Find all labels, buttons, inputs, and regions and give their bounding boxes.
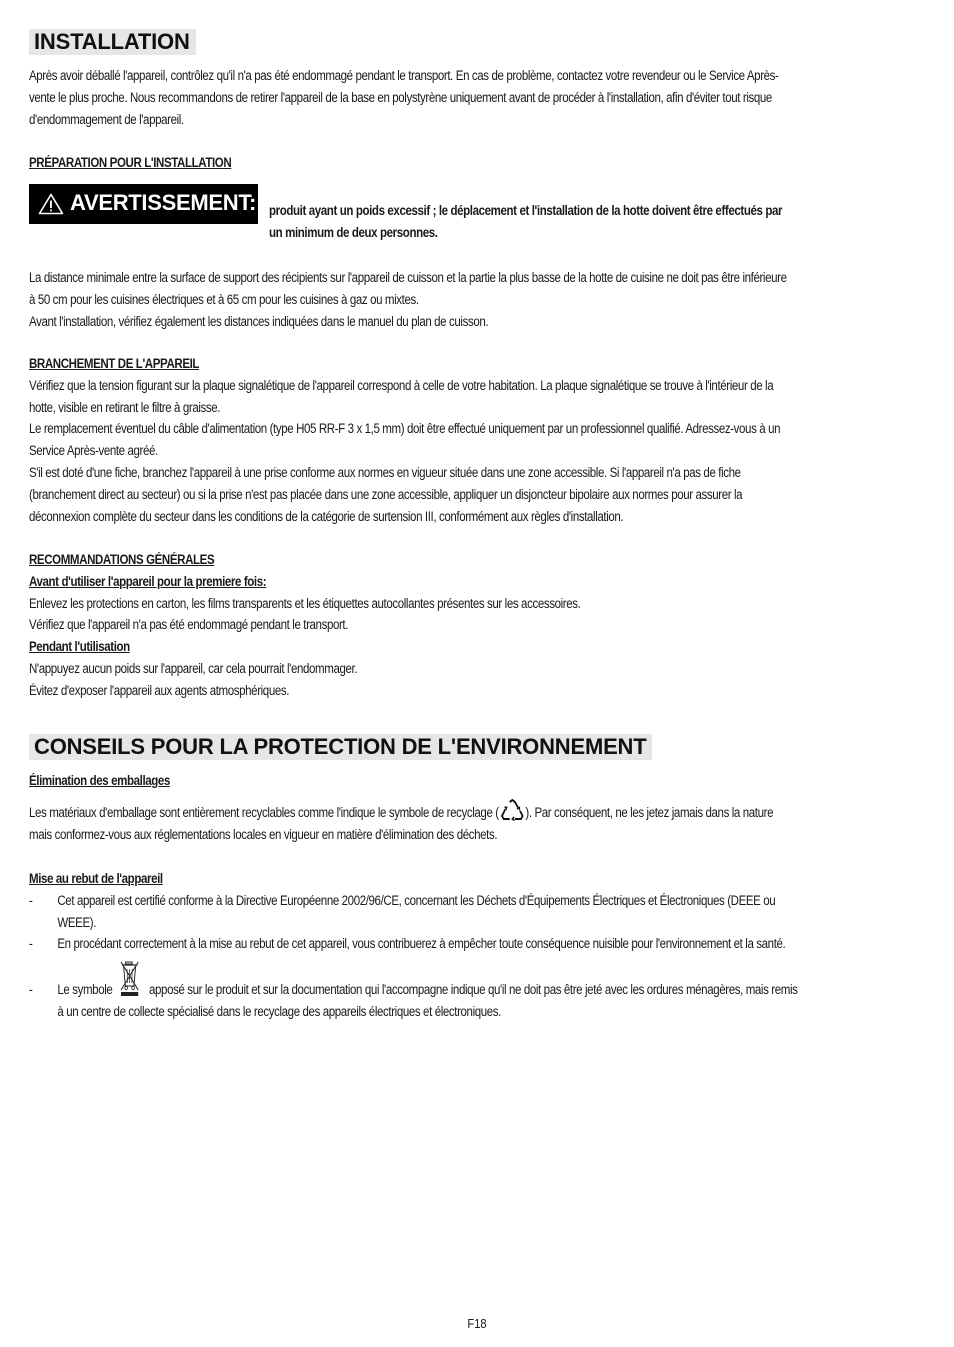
packaging-heading: Élimination des emballages [29,773,170,788]
reco-line-2: Vérifiez que l'appareil n'a pas été endommagé pendant le transport. [29,617,349,633]
reco-section [29,549,927,702]
branch-heading: BRANCHEMENT DE L'APPAREIL [29,356,200,371]
disposal-heading: Mise au rebut de l'appareil [29,871,163,886]
environment-title: CONSEILS POUR LA PROTECTION DE L'ENVIRONNEMENT [29,734,652,760]
reco-line-1: Enlevez les protections en carton, les films transparents et les étiquettes autocollantes présentes sur les accessoires. [29,595,581,611]
packaging-line-2: mais conformez-vous aux réglementations locales en vigueur en matière d'élimination des déchets. [29,826,498,842]
disposal-item-2-body: En procédant correctement à la mise au rebut de cet appareil, vous contribuerez à empêcher toute conséquence nuisible pour l'environnement et la santé. [57,936,786,951]
distance-paragraph [29,267,927,332]
warning-label-box [29,184,258,224]
recycle-icon [500,799,524,821]
intro-line-3: d'endommagement de l'appareil. [29,111,184,127]
disposal-item-1 [29,890,927,934]
disposal-item-3-end: apposé sur le produit et sur la documentation qui l'accompagne indique qu'il ne doit pas être jeté avec les ordures ménagères, mais remis [149,982,798,997]
warning-triangle-icon [38,193,64,215]
disposal-item-3-line-1 [57,979,926,1001]
warning-line-2: un minimum de deux personnes. [269,225,438,240]
bullet-dash: - [29,936,33,951]
installation-intro [29,65,927,130]
page-number: F18 [467,1316,487,1331]
warning-line-1: produit ayant un poids excessif ; le déplacement et l'installation de la hotte doivent être effectués par [269,203,783,218]
disposal-item-3-start: Le symbole [57,982,113,997]
disposal-item-1-line-2: WEEE). [57,914,97,930]
reco-heading: RECOMMANDATIONS GÉNÉRALES [29,552,215,567]
distance-line-3: Avant l'installation, vérifiez également les distances indiquées dans le manuel du plan de cuisson. [29,313,489,329]
branch-section [29,353,927,527]
packaging-paragraph [29,802,927,846]
warning-text [269,200,923,244]
branch-line-4: Service Après-vente agréé. [29,443,158,459]
crossed-bin-icon [119,960,143,998]
branch-line-7: déconnexion complète du secteur dans les conditions de la catégorie de surtension III, conformément aux règles d'installation. [29,508,624,524]
packaging-line-1 [29,802,927,824]
installation-title: INSTALLATION [29,29,196,55]
disposal-item-1-line-1: Cet appareil est certifié conforme à la Directive Européenne 2002/96/CE, concernant les Déchets d'Équipements Électriques et Électroniques (DEEE ou [57,893,776,908]
reco-subheading-first-use: Avant d'utiliser l'appareil pour la premiere fois: [29,573,267,589]
bullet-dash: - [29,893,33,908]
branch-line-6: (branchement direct au secteur) ou si la prise n'est pas placée dans une zone accessible, appliquer un disjoncteur bipolaire aux normes pour assurer la [29,486,743,502]
prep-heading: PRÉPARATION POUR L'INSTALLATION [29,155,232,170]
packaging-line-1-start: Les matériaux d'emballage sont entièrement recyclables comme l'indique le symbole de recyclage ( [29,805,499,820]
packaging-line-1-end: ). Par conséquent, ne les jetez jamais dans la nature [525,805,774,820]
bullet-dash: - [29,982,33,997]
branch-line-2: hotte, visible en retirant le filtre à graisse. [29,399,221,415]
warning-label: AVERTISSEMENT: [70,190,257,215]
distance-line-2: à 50 cm pour les cuisines électriques et à 65 cm pour les cuisines à gaz ou mixtes. [29,291,419,307]
intro-line-2: vente le plus proche. Nous recommandons de retirer l'appareil de la base en polystyrène uniquement avant de procéder à l'installation, afin d'éviter tout risque [29,89,772,105]
disposal-item-3-line-2: à un centre de collecte spécialisé dans le recyclage des appareils électriques et électroniques. [57,1003,501,1019]
reco-line-4: Évitez d'exposer l'appareil aux agents atmosphériques. [29,682,290,698]
reco-subheading-during-use: Pendant l'utilisation [29,639,130,655]
distance-line-1: La distance minimale entre la surface de support des récipients sur l'appareil de cuisson et la partie la plus basse de la hotte de cuisine ne doit pas être inférieure [29,270,787,285]
disposal-item-1-body [57,890,926,934]
intro-line-1: Après avoir déballé l'appareil, contrôlez qu'il n'a pas été endommagé pendant le transport. En cas de problème, contactez votre revendeur ou le Service Après- [29,68,779,83]
reco-line-3: N'appuyez aucun poids sur l'appareil, car cela pourrait l'endommager. [29,660,358,676]
disposal-item-3-body [57,979,926,1023]
branch-line-1: Vérifiez que la tension figurant sur la plaque signalétique de l'appareil correspond à celle de votre habitation. La plaque signalétique se trouve à l'intérieur de la [29,377,774,393]
branch-line-5: S'il est doté d'une fiche, branchez l'appareil à une prise conforme aux normes en vigueur située dans une zone accessible. Si l'appareil n'a pas de fiche [29,464,741,480]
branch-line-3: Le remplacement éventuel du câble d'alimentation (type H05 RR-F 3 x 1,5 mm) doit être effectué uniquement par un professionnel qualifié. Adressez-vous à un [29,421,781,437]
